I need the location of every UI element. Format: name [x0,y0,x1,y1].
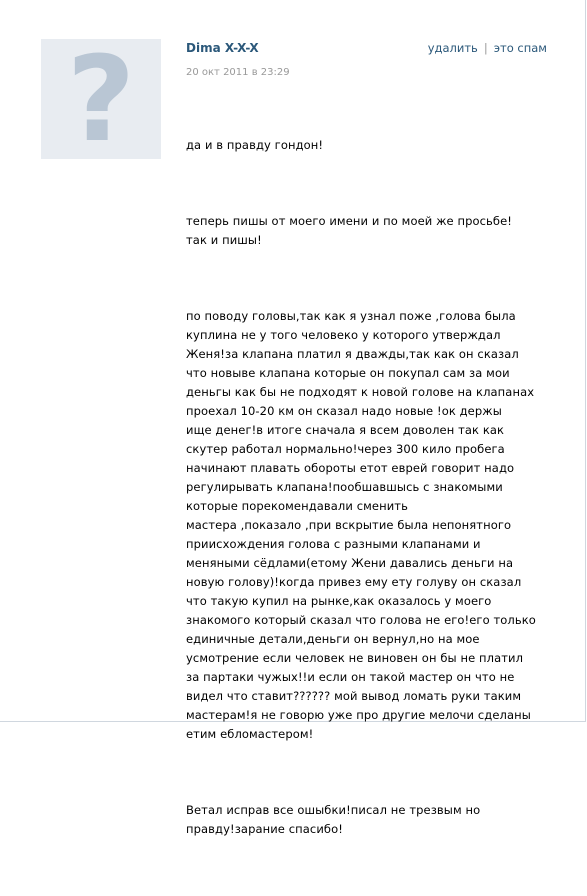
comment-paragraph: да и в правду гондон! [186,138,324,152]
comment-paragraph: теперь пишы от моего имени и по моей же просьбе! так и пишы! [186,214,513,247]
spam-link[interactable]: это спам [493,41,547,55]
delete-link[interactable]: удалить [427,41,478,55]
comment-paragraph: Ветал исправ все ошыбки!писал не трезвым но правду!зарание спасибо! [186,803,481,836]
comment-paragraph: по поводу головы,так как я узнал поже ,голова была куплина не у того человеко у которого утверждал Женя!за клапана платил я дважды,так как он сказал что новыве клапана которые он покупал сам за мои деньгы как бы не подходят к новой голове на клапанах проехал 10-20 км он сказал надо новые !ок держы ище денег!в итоге сначала я всем доволен так как скутер работал нормально!через 300 кило пробега начинают плавать обороты етот еврей говорит надо регулирывать клапана!пообшавшысь с знакомыми которые порекомендавали сменить мастера ,показало ,при вскрытие была непонятного приисхождения голова с разными клапанами и меняными сёдлами(етому Жени давались деньги на новую голову)!когда привез ему ету голуву он сказал что такую купил на рынке,как оказалось у моего знакомого который сказал что голова не его!его только единичные детали,деньги он вернул,но на мое усмотрение если человек не виновен он бы не платил за партаки чужых!!и если он такой мастер он что не видел что ставит?????? мой вывод ломать руки таким мастерам!я не говорю уже про другие мелочи сделаны етим ебломастером! [186,309,536,741]
question-mark-icon: ? [66,30,136,168]
comment-text [186,98,551,896]
comment-actions [428,41,547,55]
author-link[interactable]: Dima X-X-X [186,41,259,55]
action-separator: | [483,41,488,55]
comment-date: 20 окт 2011 в 23:29 [186,67,290,78]
avatar[interactable] [41,30,161,168]
